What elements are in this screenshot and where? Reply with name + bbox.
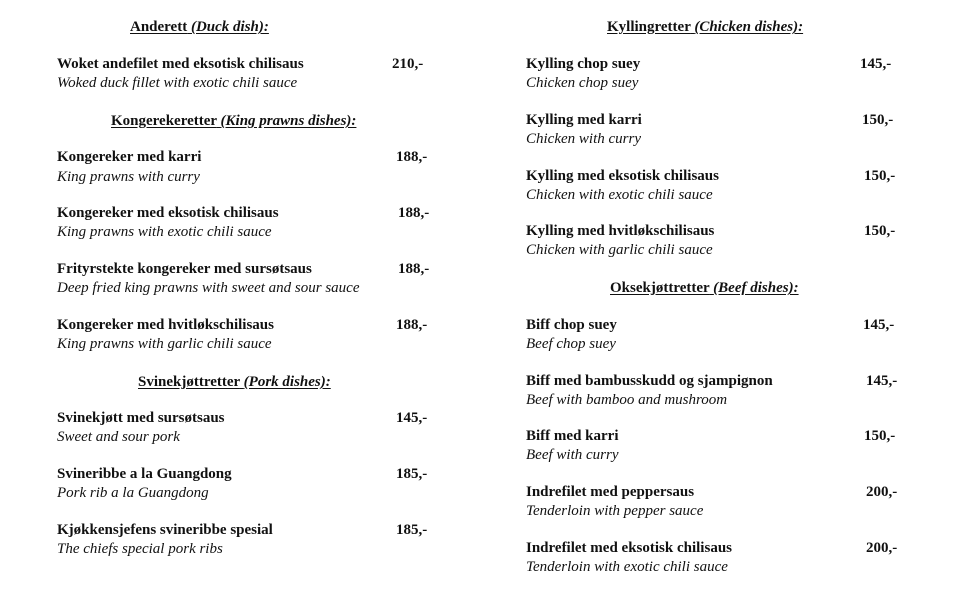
section-heading-beef xyxy=(610,280,799,297)
heading-english: (King prawns dishes): xyxy=(220,113,357,129)
menu-item-price: 150,- xyxy=(864,168,896,184)
menu-item-price: 200,- xyxy=(866,540,898,556)
menu-item-price: 188,- xyxy=(398,205,430,221)
menu-item-description: Beef chop suey xyxy=(526,336,616,352)
menu-item-price: 185,- xyxy=(396,522,428,538)
menu-item-price: 145,- xyxy=(860,56,892,72)
section-heading-duck xyxy=(130,19,269,36)
menu-item-name: Svinekjøtt med sursøtsaus xyxy=(57,410,225,426)
heading-text: Svinekjøttretter xyxy=(138,374,240,390)
menu-item-description: King prawns with exotic chili sauce xyxy=(57,224,272,240)
menu-item-name: Biff chop suey xyxy=(526,317,617,333)
menu-item-name: Kylling chop suey xyxy=(526,56,641,72)
menu-item-name: Kjøkkensjefens svineribbe spesial xyxy=(57,522,273,538)
menu-item-name: Svineribbe a la Guangdong xyxy=(57,466,232,482)
menu-item-name: Indrefilet med peppersaus xyxy=(526,484,695,500)
menu-item-description: Deep fried king prawns with sweet and sour sauce xyxy=(57,280,360,296)
menu-item-price: 150,- xyxy=(862,112,894,128)
heading-text: Anderett xyxy=(130,19,188,35)
menu-item-name: Indrefilet med eksotisk chilisaus xyxy=(526,540,732,556)
menu-item-name: Kylling med hvitløkschilisaus xyxy=(526,223,715,239)
menu-item-price: 188,- xyxy=(396,149,428,165)
heading-english: (Duck dish): xyxy=(190,19,269,35)
heading-english: (Chicken dishes): xyxy=(694,19,804,35)
menu-item-description: Beef with curry xyxy=(526,447,619,463)
menu-item-price: 145,- xyxy=(863,317,895,333)
heading-text: Kyllingretter xyxy=(607,19,691,35)
menu-item-name: Kongereker med karri xyxy=(57,149,202,165)
menu-item-description: Tenderloin with exotic chili sauce xyxy=(526,559,728,575)
section-heading-chicken xyxy=(607,19,803,36)
menu-item-price: 145,- xyxy=(396,410,428,426)
menu-item-name: Kylling med karri xyxy=(526,112,642,128)
menu-item-name: Woket andefilet med eksotisk chilisaus xyxy=(57,56,304,72)
section-heading-prawns xyxy=(111,113,356,130)
menu-item-name: Kongereker med eksotisk chilisaus xyxy=(57,205,279,221)
menu-item-description: Chicken with exotic chili sauce xyxy=(526,187,713,203)
menu-item-price: 150,- xyxy=(864,428,896,444)
menu-item-price: 145,- xyxy=(866,373,898,389)
menu-item-name: Kongereker med hvitløkschilisaus xyxy=(57,317,274,333)
menu-item-name: Biff med bambusskudd og sjampignon xyxy=(526,373,773,389)
menu-item-description: Chicken chop suey xyxy=(526,75,639,91)
heading-text: Kongerekeretter xyxy=(111,113,217,129)
menu-item-description: Woked duck fillet with exotic chili sauce xyxy=(57,75,298,91)
menu-item-description: Beef with bamboo and mushroom xyxy=(526,392,728,408)
menu-item-description: Sweet and sour pork xyxy=(57,429,180,445)
menu-item-description: Tenderloin with pepper sauce xyxy=(526,503,704,519)
heading-english: (Beef dishes): xyxy=(713,280,799,296)
heading-english: (Pork dishes): xyxy=(243,374,331,390)
menu-item-description: Pork rib a la Guangdong xyxy=(57,485,209,501)
menu-item-description: King prawns with garlic chili sauce xyxy=(57,336,272,352)
menu-item-description: Chicken with garlic chili sauce xyxy=(526,242,713,258)
menu-item-price: 188,- xyxy=(396,317,428,333)
menu-item-price: 200,- xyxy=(866,484,898,500)
menu-item-name: Biff med karri xyxy=(526,428,619,444)
menu-item-description: King prawns with curry xyxy=(57,169,200,185)
menu-item-price: 210,- xyxy=(392,56,424,72)
menu-item-price: 188,- xyxy=(398,261,430,277)
menu-item-description: Chicken with curry xyxy=(526,131,641,147)
heading-text: Oksekjøttretter xyxy=(610,280,710,296)
menu-item-name: Kylling med eksotisk chilisaus xyxy=(526,168,719,184)
menu-item-name: Frityrstekte kongereker med sursøtsaus xyxy=(57,261,312,277)
section-heading-pork xyxy=(138,374,331,391)
menu-item-price: 185,- xyxy=(396,466,428,482)
menu-item-price: 150,- xyxy=(864,223,896,239)
menu-item-description: The chiefs special pork ribs xyxy=(57,541,223,557)
